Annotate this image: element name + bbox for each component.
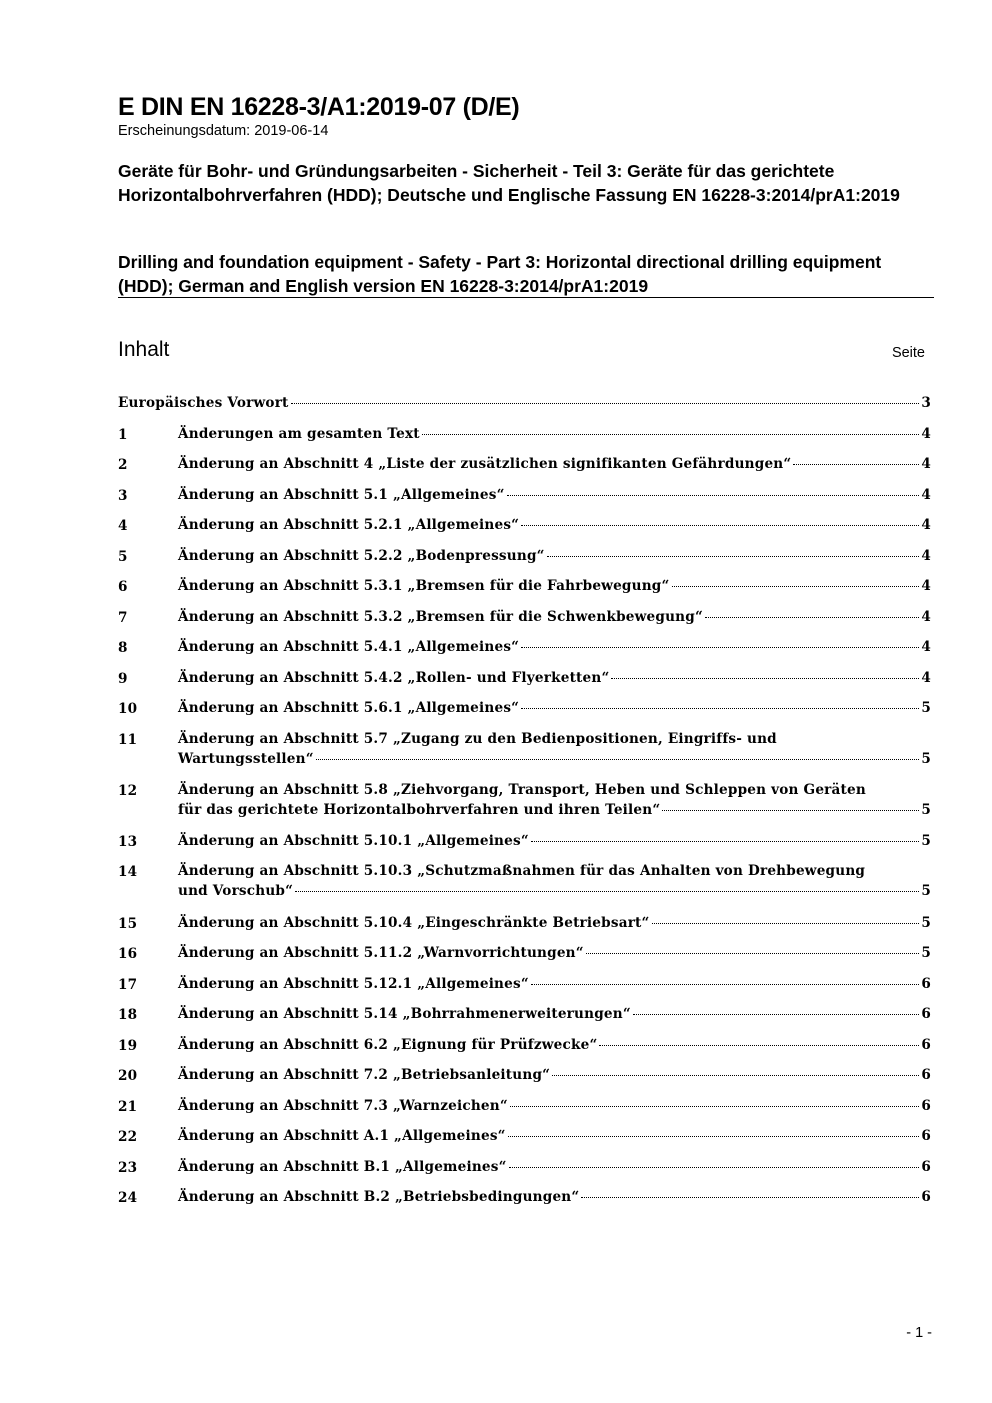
toc-entry-number: 22 — [118, 1129, 138, 1146]
toc-entry[interactable] — [118, 607, 931, 629]
toc-entry-page: 5 — [921, 883, 931, 900]
toc-entry-page: 5 — [921, 801, 931, 818]
toc-entry-title-row — [178, 943, 931, 963]
toc-entry-number: 12 — [118, 782, 138, 799]
toc-entry-body — [178, 831, 931, 851]
toc-dot-leader — [508, 1136, 920, 1137]
toc-entry-title: für das gerichtete Horizontalbohrverfahren und ihren Teilen“ — [178, 801, 661, 818]
toc-entry-body — [178, 698, 931, 718]
toc-entry[interactable] — [118, 943, 931, 965]
toc-entry-title-row — [178, 698, 931, 718]
toc-entry-title-row — [178, 1065, 931, 1085]
toc-entry[interactable] — [118, 546, 931, 568]
toc-entry-number: 15 — [118, 915, 138, 932]
title-english: Drilling and foundation equipment - Safety - Part 3: Horizontal directional drilling equipment (HDD); German and English version EN 16228-3:2014/prA1:2019 — [118, 252, 882, 296]
toc-entry-number: 17 — [118, 976, 138, 993]
toc-entry-body — [178, 780, 931, 820]
toc-entry[interactable] — [118, 861, 931, 903]
toc-entry-page: 4 — [921, 669, 931, 686]
toc-entry-title: Änderung an Abschnitt 5.3.1 „Bremsen für die Fahrbewegung“ — [178, 578, 670, 594]
toc-entry-body — [178, 576, 931, 596]
toc-dot-leader — [509, 1167, 920, 1168]
toc-entry-title: Änderung an Abschnitt 5.2.2 „Bodenpressung“ — [178, 547, 545, 564]
toc-entry-body — [178, 515, 931, 535]
toc-dot-leader — [531, 984, 919, 985]
toc-entry-number: 16 — [118, 946, 138, 963]
toc-entry-body — [118, 393, 931, 413]
toc-entry-number: 9 — [118, 670, 128, 687]
toc-entry-body — [178, 1096, 931, 1116]
toc-entry-title: Änderung an Abschnitt 5.2.1 „Allgemeines“ — [178, 517, 520, 533]
toc-dot-leader — [599, 1045, 919, 1046]
toc-dot-leader — [662, 810, 919, 811]
toc-entry-title: Änderung an Abschnitt 5.10.4 „Eingeschränkte Betriebsart“ — [178, 914, 650, 931]
toc-entry-page: 6 — [921, 1067, 931, 1084]
toc-dot-leader — [611, 678, 919, 679]
toc-entry-title: Änderung an Abschnitt 7.3 „Warnzeichen“ — [178, 1097, 508, 1114]
toc-entry-page: 4 — [921, 425, 931, 442]
toc-entry-title: Änderung an Abschnitt 5.4.1 „Allgemeines“ — [178, 639, 520, 655]
toc-entry-page: 6 — [921, 1097, 931, 1114]
toc-entry-title-row — [118, 393, 931, 413]
toc-entry-page: 6 — [921, 1128, 931, 1145]
toc-entry-page: 5 — [921, 700, 931, 716]
toc-entry-number: 18 — [118, 1007, 138, 1024]
toc-entry-page: 6 — [921, 1189, 931, 1206]
toc-entry-title-row — [178, 424, 931, 444]
toc-entry-title: Änderung an Abschnitt B.1 „Allgemeines“ — [178, 1158, 507, 1175]
toc-entry-body — [178, 1126, 931, 1146]
toc-entry-page: 4 — [921, 639, 931, 655]
toc-entry[interactable] — [118, 974, 931, 996]
toc-entry-title-row — [178, 668, 931, 688]
toc-entry-body — [178, 668, 931, 688]
toc-entry[interactable] — [118, 637, 931, 659]
toc-entry[interactable] — [118, 780, 931, 822]
toc-entry-title: Änderung an Abschnitt 5.10.1 „Allgemeines“ — [178, 832, 529, 849]
toc-entry[interactable] — [118, 393, 931, 415]
toc-entry-title-row — [178, 607, 931, 627]
toc-entry-body — [178, 637, 931, 657]
toc-entry-body — [178, 861, 931, 901]
toc-entry-title: Änderung an Abschnitt 5.14 „Bohrrahmenerweiterungen“ — [178, 1006, 631, 1023]
toc-entry-number: 24 — [118, 1190, 138, 1207]
toc-entry-title-row — [178, 485, 931, 505]
toc-entry-title-row — [178, 637, 931, 657]
toc-page-column-label: Seite — [891, 345, 925, 361]
toc-dot-leader — [316, 759, 920, 760]
toc-entry-title: Wartungsstellen“ — [178, 750, 314, 767]
toc-entry-title: Änderung an Abschnitt 5.12.1 „Allgemeines“ — [178, 975, 529, 992]
toc-entry-title: Änderung an Abschnitt 5.11.2 „Warnvorrichtungen“ — [178, 945, 584, 962]
toc-entry[interactable] — [118, 1157, 931, 1179]
toc-dot-leader — [521, 708, 919, 709]
toc-entry-number: 19 — [118, 1037, 138, 1054]
toc-entry[interactable] — [118, 668, 931, 690]
toc-entry-body — [178, 729, 931, 769]
toc-dot-leader — [633, 1014, 919, 1015]
toc-entry-title: Änderungen am gesamten Text — [178, 425, 420, 442]
toc-entry-number: 5 — [118, 548, 128, 565]
toc-entry-title-line: Änderung an Abschnitt 5.7 „Zugang zu den Bedienpositionen, Eingriffs- und — [178, 730, 777, 747]
toc-entry[interactable] — [118, 1004, 931, 1026]
toc-entry-body — [178, 485, 931, 505]
toc-entry-body — [178, 454, 931, 474]
toc-entry-page: 6 — [921, 1158, 931, 1175]
toc-entry[interactable] — [118, 729, 931, 771]
toc-entry-page: 4 — [921, 608, 931, 625]
toc-entry-page: 6 — [921, 1036, 931, 1053]
toc-dot-leader — [510, 1106, 919, 1107]
toc-dot-leader — [705, 617, 919, 618]
toc-dot-leader — [552, 1075, 919, 1076]
toc-entry-number: 3 — [118, 487, 128, 504]
title-divider — [118, 297, 934, 298]
toc-entry-title-row — [178, 576, 931, 596]
toc-entry-title-row — [178, 749, 931, 769]
toc-entry[interactable] — [118, 576, 931, 598]
toc-entry-title-row — [178, 1004, 931, 1024]
toc-entry-title-row — [178, 454, 931, 474]
toc-entry-body — [178, 1187, 931, 1207]
toc-entry-page: 6 — [921, 975, 931, 992]
toc-dot-leader — [521, 647, 919, 648]
toc-entry[interactable] — [118, 1096, 931, 1118]
toc-entry-page: 6 — [921, 1006, 931, 1023]
toc-entry[interactable] — [118, 831, 931, 853]
title-german: Geräte für Bohr- und Gründungsarbeiten - Sicherheit - Teil 3: Geräte für das gerichtete Horizontalbohrverfahren (HDD); Deutsche und Englische Fassung EN 16228-3:2014/prA1:2019 — [118, 161, 900, 205]
toc-entry-title-row — [178, 546, 931, 566]
toc-entry-page: 4 — [921, 517, 931, 533]
page-number: - 1 - — [906, 1325, 932, 1341]
toc-entry-title-row — [178, 800, 931, 820]
toc-entry-number: 20 — [118, 1068, 138, 1085]
toc-entry-number: 4 — [118, 518, 128, 534]
toc-entry-number: 8 — [118, 640, 128, 656]
toc-entry-page: 5 — [921, 914, 931, 931]
toc-entry-page: 4 — [921, 456, 931, 472]
toc-entry-title: Änderung an Abschnitt 4 „Liste der zusätzlichen signifikanten Gefährdungen“ — [178, 456, 792, 472]
toc-entry-page: 5 — [921, 750, 931, 767]
toc-dot-leader — [672, 586, 920, 587]
toc-entry[interactable] — [118, 424, 931, 446]
toc-dot-leader — [531, 841, 919, 842]
toc-entry-body — [178, 1065, 931, 1085]
toc-entry-title-row — [178, 1187, 931, 1207]
toc-entry-title-row — [178, 1096, 931, 1116]
toc-dot-leader — [586, 953, 920, 954]
toc-entry[interactable] — [118, 1126, 931, 1148]
toc-entry-title: Änderung an Abschnitt 5.3.2 „Bremsen für die Schwenkbewegung“ — [178, 608, 703, 625]
toc-entry-body — [178, 1157, 931, 1177]
toc-entry-page: 4 — [921, 578, 931, 594]
toc-entry-title-row — [178, 913, 931, 933]
document-id: E DIN EN 16228-3/A1:2019-07 (D/E) — [118, 93, 520, 121]
toc-entry-body — [178, 424, 931, 444]
toc-dot-leader — [652, 923, 920, 924]
toc-entry[interactable] — [118, 698, 931, 720]
toc-entry[interactable] — [118, 913, 931, 935]
toc-entry[interactable] — [118, 1187, 931, 1209]
toc-entry-number: 11 — [118, 731, 138, 748]
toc-entry-title: Änderung an Abschnitt 5.6.1 „Allgemeines“ — [178, 700, 520, 716]
toc-entry-number: 14 — [118, 864, 138, 881]
toc-entry-body — [178, 943, 931, 963]
toc-entry-title: und Vorschub“ — [178, 883, 294, 900]
toc-entry-body — [178, 607, 931, 627]
toc-entry-title-row — [178, 881, 931, 901]
toc-entry-number: 6 — [118, 579, 128, 595]
toc-entry-title: Änderung an Abschnitt 5.4.2 „Rollen- und Flyerketten“ — [178, 669, 610, 686]
toc-entry-number: 2 — [118, 457, 128, 473]
toc-entry-title: Änderung an Abschnitt 5.1 „Allgemeines“ — [178, 486, 505, 503]
toc-dot-leader — [507, 495, 920, 496]
toc-entry-body — [178, 913, 931, 933]
toc-entry[interactable] — [118, 1065, 931, 1087]
toc-entry-page: 4 — [921, 486, 931, 503]
toc-entry-title: Europäisches Vorwort — [118, 395, 289, 411]
toc-dot-leader — [793, 464, 919, 465]
toc-entry-title-row — [178, 1126, 931, 1146]
toc-entry-title: Änderung an Abschnitt 7.2 „Betriebsanleitung“ — [178, 1067, 551, 1084]
toc-entry-title: Änderung an Abschnitt A.1 „Allgemeines“ — [178, 1128, 506, 1145]
toc-entry-number: 21 — [118, 1098, 138, 1115]
toc-dot-leader — [291, 403, 920, 404]
toc-entry[interactable] — [118, 1035, 931, 1057]
toc-entry-number: 13 — [118, 833, 138, 850]
toc-dot-leader — [295, 891, 919, 892]
toc-entry-title-row — [178, 974, 931, 994]
toc-entry-title-row — [178, 515, 931, 535]
toc-entry[interactable] — [118, 485, 931, 507]
toc-entry-title-row — [178, 831, 931, 851]
toc-entry-body — [178, 974, 931, 994]
document-page — [118, 0, 934, 1403]
toc-entry-title-row — [178, 1035, 931, 1055]
toc-entry-title-line: Änderung an Abschnitt 5.10.3 „Schutzmaßnahmen für das Anhalten von Drehbewegung — [178, 863, 866, 880]
toc-entry-page: 4 — [921, 547, 931, 564]
toc-entry-page: 3 — [921, 395, 931, 411]
toc-entry[interactable] — [118, 515, 931, 537]
toc-dot-leader — [547, 556, 920, 557]
toc-entry-number: 23 — [118, 1159, 138, 1176]
toc-entry-title: Änderung an Abschnitt B.2 „Betriebsbedingungen“ — [178, 1189, 580, 1206]
toc-entry[interactable] — [118, 454, 931, 476]
toc-entry-body — [178, 546, 931, 566]
toc-entry-title: Änderung an Abschnitt 6.2 „Eignung für Prüfzwecke“ — [178, 1036, 598, 1053]
toc-entry-body — [178, 1004, 931, 1024]
toc-entry-body — [178, 1035, 931, 1055]
toc-dot-leader — [521, 525, 919, 526]
toc-heading: Inhalt — [118, 338, 170, 361]
toc-entry-page: 5 — [921, 945, 931, 962]
toc-entry-number: 1 — [118, 426, 128, 443]
toc-dot-leader — [422, 434, 920, 435]
toc-dot-leader — [581, 1197, 919, 1198]
toc-entry-title-row — [178, 1157, 931, 1177]
toc-entry-title-line: Änderung an Abschnitt 5.8 „Ziehvorgang, Transport, Heben und Schleppen von Geräten — [178, 781, 866, 798]
toc-entry-number: 7 — [118, 609, 128, 626]
toc-entry-page: 5 — [921, 832, 931, 849]
publication-date: Erscheinungsdatum: 2019-06-14 — [118, 123, 329, 139]
toc-entry-number: 10 — [118, 701, 138, 717]
